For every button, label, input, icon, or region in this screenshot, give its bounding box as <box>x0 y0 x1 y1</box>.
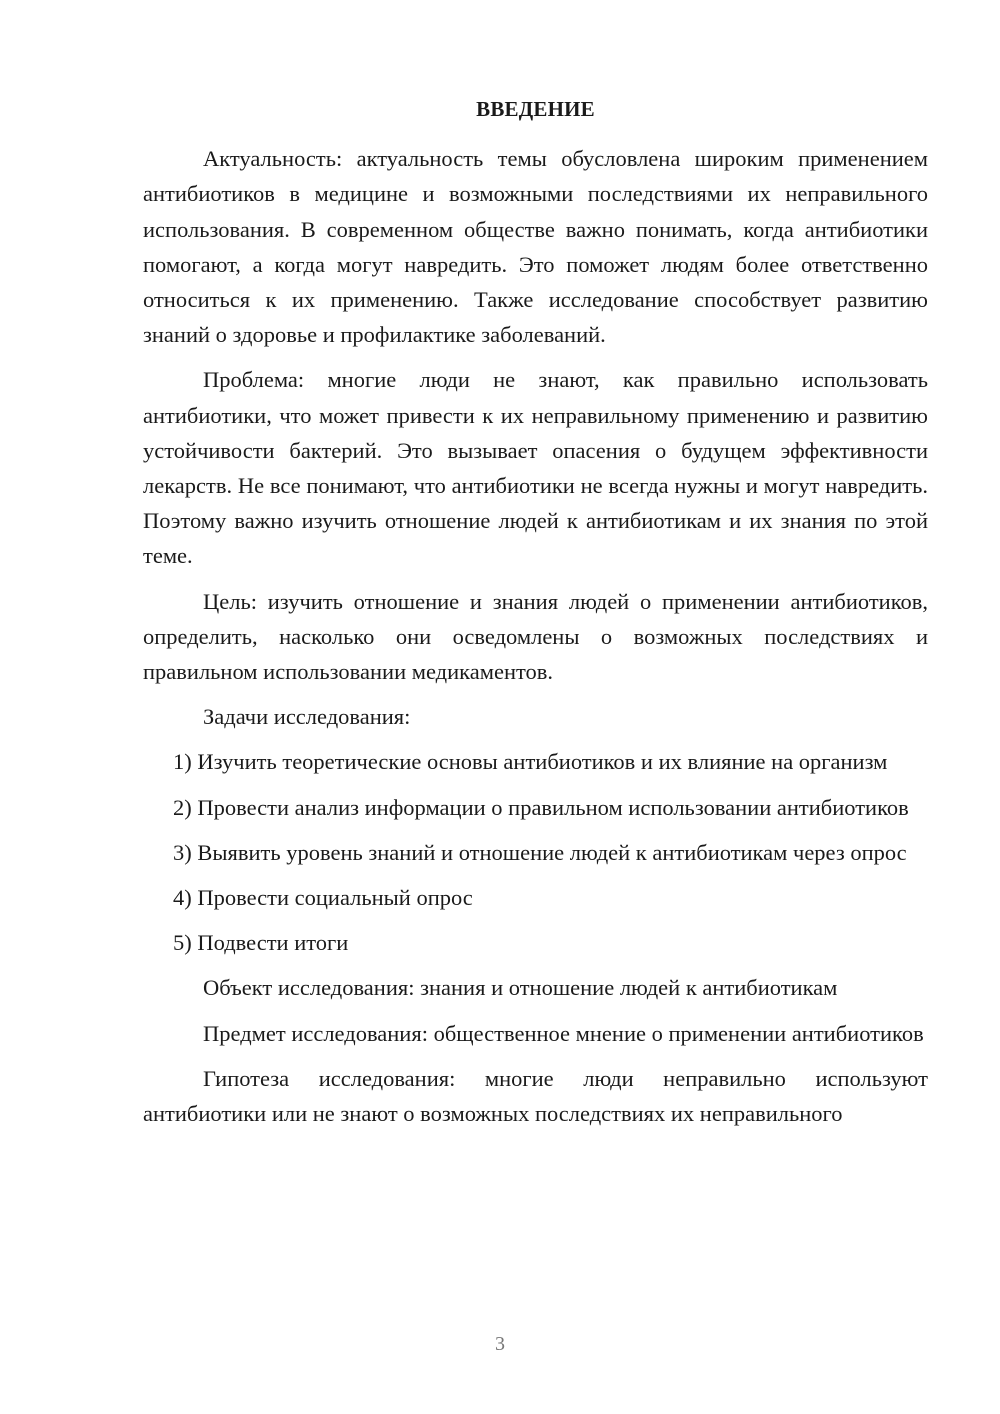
task-item: 5) Подвести итоги <box>173 930 349 956</box>
page-number: 3 <box>495 1333 505 1355</box>
task-item: 2) Провести анализ информации о правильном использовании антибиотиков <box>173 794 909 820</box>
document-page <box>143 92 928 1141</box>
paragraph-goal: Цель: изучить отношение и знания людей о применении антибиотиков, определить, насколько они осведомлены о возможных последствиях и правильном использовании медикаментов. <box>143 588 928 685</box>
tasks-heading: Задачи исследования: <box>203 704 411 730</box>
paragraph-problem: Проблема: многие люди не знают, как правильно использовать антибиотики, что может привести к их неправильному применению и развитию устойчивости бактерий. Это вызывает опасения о будущем эффективности лекарств. Не все понимают, что антибиотики не всегда нужны и могут навредить. Поэтому важно изучить отношение людей к антибиотикам и их знания по этой теме. <box>143 367 928 569</box>
paragraph-subject: Предмет исследования: общественное мнение о применении антибиотиков <box>203 1020 924 1046</box>
paragraph-object: Объект исследования: знания и отношение людей к антибиотикам <box>203 975 838 1001</box>
paragraph-relevance: Актуальность: актуальность темы обусловлена широким применением антибиотиков в медицине и возможными последствиями их неправильного использования. В современном обществе важно понимать, когда антибиотики помогают, а когда могут навредить. Это поможет людям более ответственно относиться к их применению. Также исследование способствует развитию знаний о здоровье и профилактике заболеваний. <box>143 146 928 348</box>
paragraph-hypothesis: Гипотеза исследования: многие люди неправильно используют антибиотики или не знают о возможных последствиях их неправильного <box>143 1065 928 1127</box>
section-title: ВВЕДЕНИЕ <box>476 97 595 121</box>
task-item: 4) Провести социальный опрос <box>173 885 473 911</box>
task-item: 1) Изучить теоретические основы антибиотиков и их влияние на организм <box>173 749 888 775</box>
task-item: 3) Выявить уровень знаний и отношение людей к антибиотикам через опрос <box>173 839 907 865</box>
